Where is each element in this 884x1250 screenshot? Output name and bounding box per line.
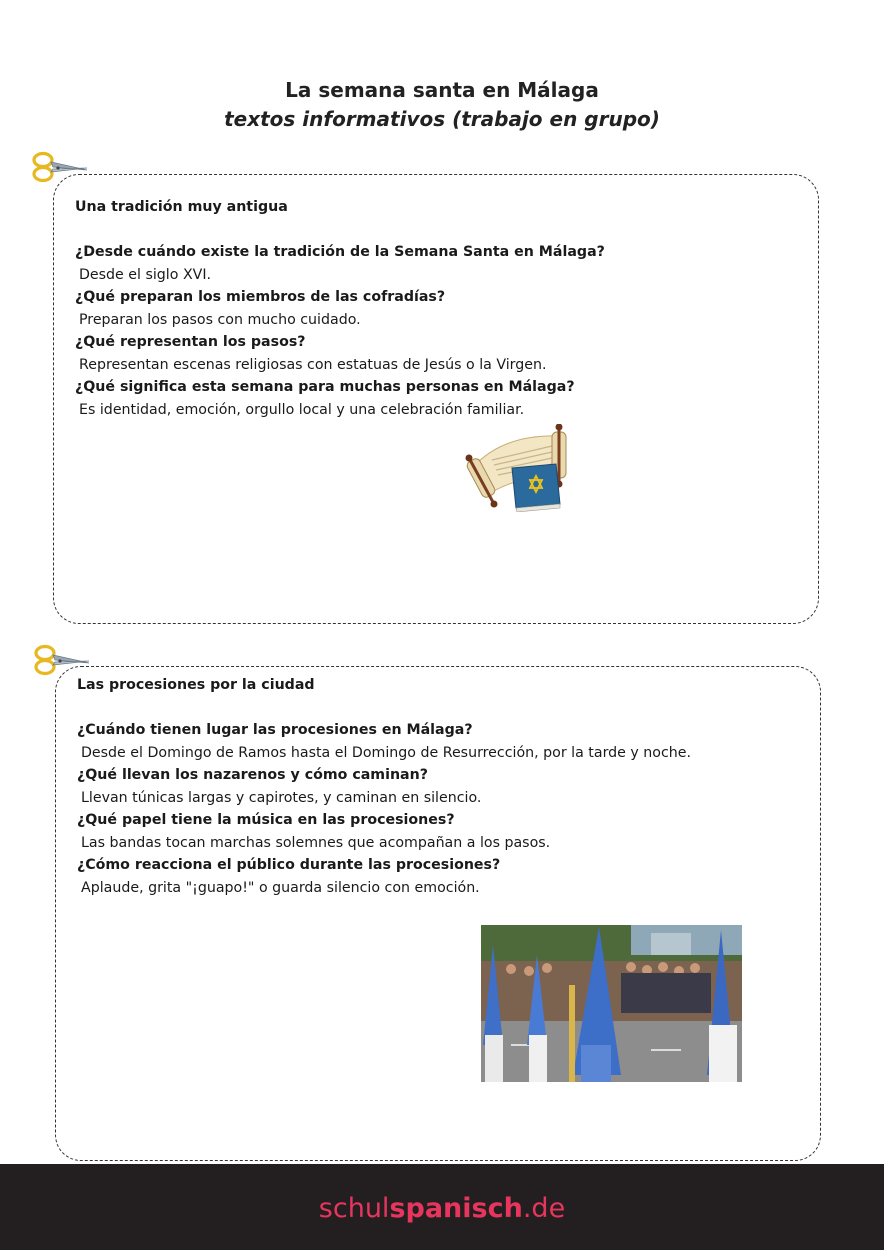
card-heading: Una tradición muy antigua xyxy=(75,199,288,215)
question: ¿Desde cuándo existe la tradición de la Semana Santa en Málaga? xyxy=(75,244,605,260)
question: ¿Qué significa esta semana para muchas personas en Málaga? xyxy=(75,379,575,395)
question: ¿Qué representan los pasos? xyxy=(75,334,306,350)
brand-logo[interactable] xyxy=(0,1191,884,1227)
procession-photo xyxy=(481,925,742,1082)
answer: Llevan túnicas largas y capirotes, y caminan en silencio. xyxy=(81,789,482,806)
footer-bar xyxy=(0,1164,884,1250)
brand-part: schul xyxy=(318,1193,390,1224)
question: ¿Qué llevan los nazarenos y cómo caminan? xyxy=(77,767,428,783)
page-header xyxy=(0,76,884,134)
answer: Las bandas tocan marchas solemnes que acompañan a los pasos. xyxy=(81,834,551,851)
card-tradition-content xyxy=(75,196,605,421)
page-title: La semana santa en Málaga xyxy=(285,78,599,102)
card-heading: Las procesiones por la ciudad xyxy=(77,677,315,693)
answer: Representan escenas religiosas con estatuas de Jesús o la Virgen. xyxy=(79,356,547,373)
question: ¿Qué papel tiene la música en las procesiones? xyxy=(77,812,455,828)
question: ¿Qué preparan los miembros de las cofradías? xyxy=(75,289,446,305)
question: ¿Cuándo tienen lugar las procesiones en Málaga? xyxy=(77,722,473,738)
brand-part: spanisch xyxy=(389,1193,523,1224)
scroll-book-illustration xyxy=(464,424,572,512)
answer: Es identidad, emoción, orgullo local y una celebración familiar. xyxy=(79,401,525,418)
answer: Desde el Domingo de Ramos hasta el Domingo de Resurrección, por la tarde y noche. xyxy=(81,744,691,761)
answer: Aplaude, grita "¡guapo!" o guarda silencio con emoción. xyxy=(81,879,480,896)
answer: Preparan los pasos con mucho cuidado. xyxy=(79,311,361,328)
answer: Desde el siglo XVI. xyxy=(79,266,212,283)
card-processions-content xyxy=(77,674,691,899)
question: ¿Cómo reacciona el público durante las procesiones? xyxy=(77,857,501,873)
brand-part: .de xyxy=(522,1193,566,1224)
page-subtitle: textos informativos (trabajo en grupo) xyxy=(224,107,660,131)
